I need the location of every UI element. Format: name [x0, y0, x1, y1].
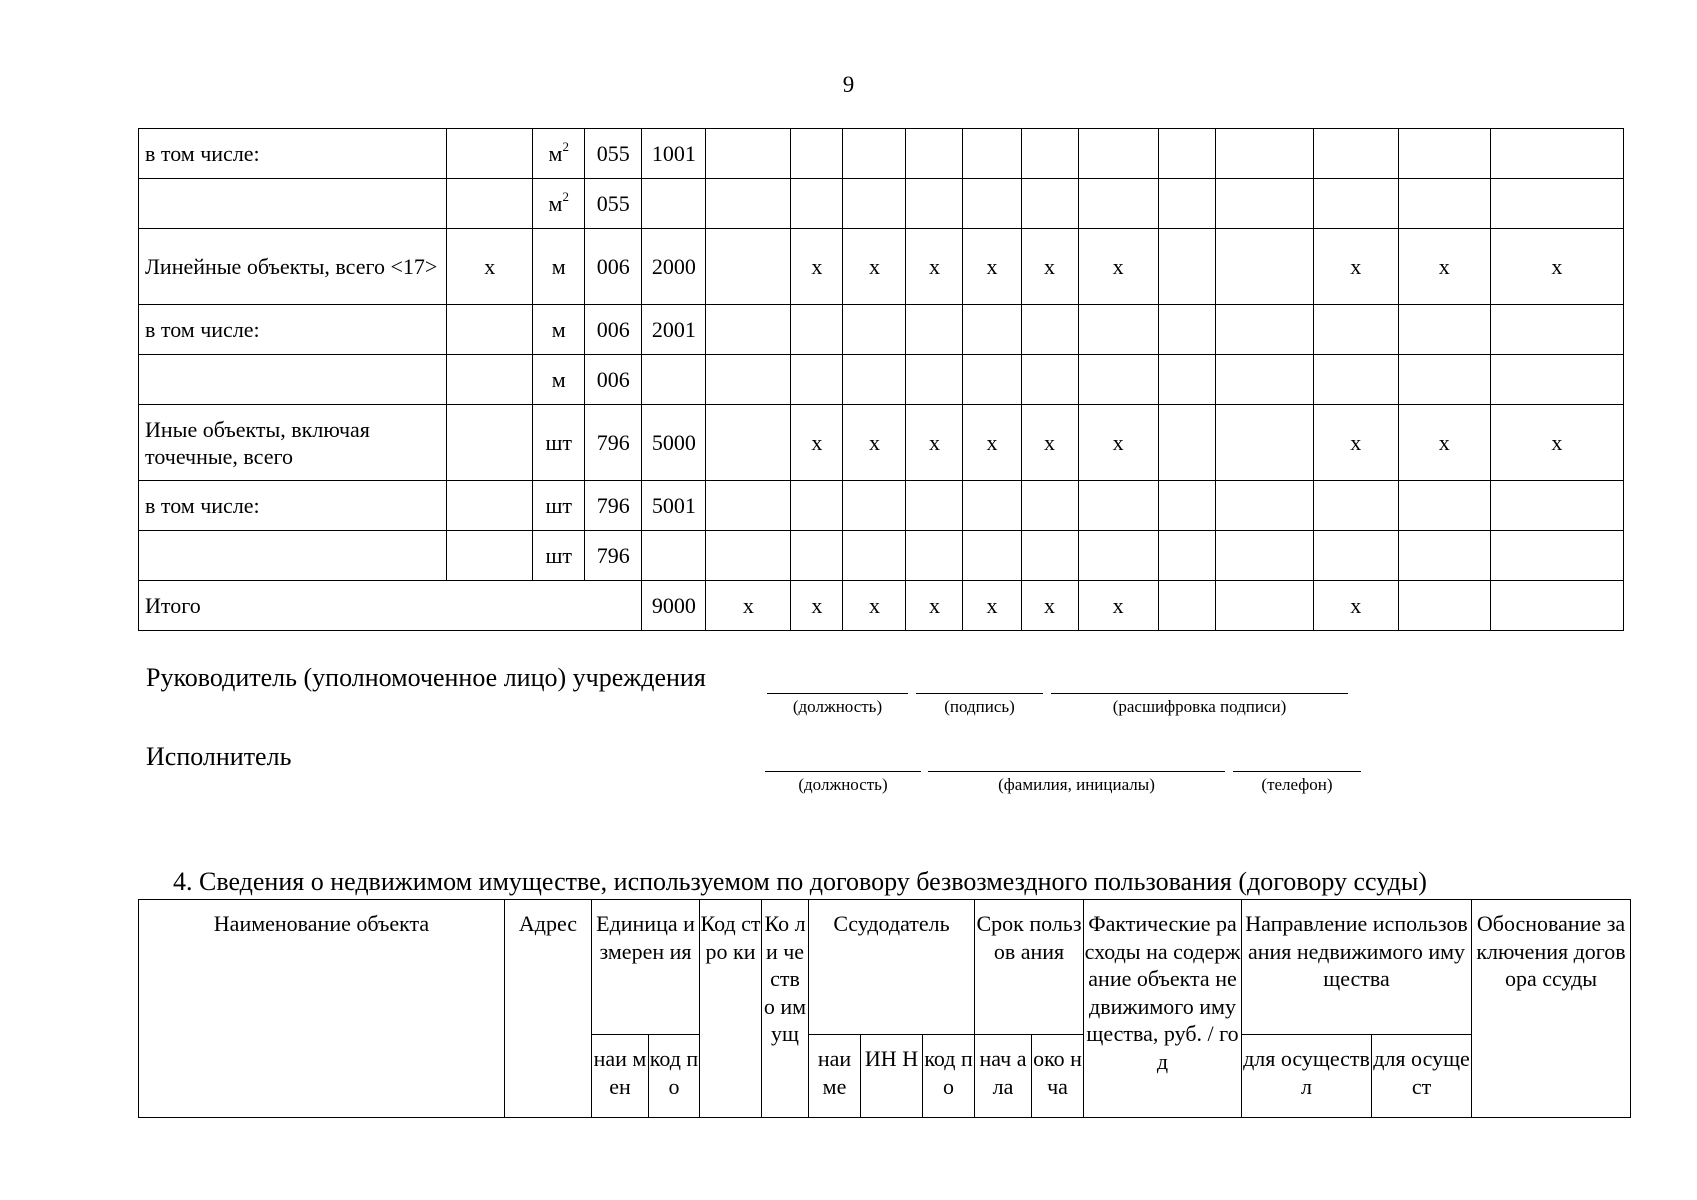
table-cell [706, 129, 791, 179]
header-direction-1: для осуществл [1242, 1035, 1372, 1118]
table-cell: х [1490, 229, 1623, 305]
row-code-cell: 2000 [642, 229, 706, 305]
table-cell: х [1021, 229, 1078, 305]
head-signature-label: Руководитель (уполномоченное лицо) учреждения [146, 663, 706, 692]
table-cell [1490, 481, 1623, 531]
table-cell: х [1313, 405, 1398, 481]
row-code-cell [642, 531, 706, 581]
table-cell [1021, 531, 1078, 581]
head-position-line[interactable] [767, 693, 908, 694]
unit-text: м [548, 141, 563, 166]
table-cell: х [1313, 581, 1398, 631]
table-cell [1215, 179, 1313, 229]
table-cell [1398, 531, 1490, 581]
total-label: Итого [139, 581, 642, 631]
table-cell: х [447, 229, 533, 305]
head-position-caption: (должность) [792, 697, 883, 716]
header-unit: Единица измерен ия [592, 900, 700, 1035]
unit-superscript: 2 [562, 138, 569, 154]
object-name-cell [139, 355, 447, 405]
table-cell [791, 305, 843, 355]
unit-text: м [551, 254, 566, 279]
table-cell [1215, 229, 1313, 305]
unit-text: м [551, 367, 566, 392]
table-cell [1398, 355, 1490, 405]
head-decryption-line[interactable] [1051, 693, 1348, 694]
executor-phone-caption: (телефон) [1261, 775, 1333, 794]
okei-code-cell: 006 [585, 305, 642, 355]
table-row [139, 129, 1624, 179]
table-cell: х [1021, 405, 1078, 481]
table-row [139, 355, 1624, 405]
unit-cell [533, 481, 585, 531]
property-table [138, 128, 1624, 631]
unit-text: шт [545, 543, 573, 568]
total-code-cell: 9000 [642, 581, 706, 631]
header-term-end: око нча [1032, 1035, 1084, 1118]
object-name-cell [139, 531, 447, 581]
table-cell [1078, 481, 1158, 531]
header-expenses: Фактические расходы на содержание объекта недвижимого имущества, руб. / год [1084, 900, 1242, 1118]
object-name-cell: Иные объекты, включая точечные, всего [139, 405, 447, 481]
table-cell [906, 305, 963, 355]
executor-position-line[interactable] [765, 771, 921, 772]
table-cell [1490, 129, 1623, 179]
table-cell [1078, 179, 1158, 229]
head-signature-caption: (подпись) [944, 697, 1015, 716]
table-cell: х [1398, 229, 1490, 305]
table-cell: х [906, 581, 963, 631]
table-cell [1078, 305, 1158, 355]
table-cell [1215, 581, 1313, 631]
table-cell [843, 531, 906, 581]
okei-code-cell: 796 [585, 531, 642, 581]
unit-cell [533, 405, 585, 481]
table-cell [1158, 179, 1215, 229]
table-cell [447, 481, 533, 531]
unit-text: м [551, 317, 566, 342]
table-cell [1215, 405, 1313, 481]
object-name-cell: в том числе: [139, 129, 447, 179]
table-cell [1398, 481, 1490, 531]
table-cell [791, 531, 843, 581]
table-cell [1398, 179, 1490, 229]
row-code-cell: 5001 [642, 481, 706, 531]
table-cell [1490, 355, 1623, 405]
table-cell [1490, 305, 1623, 355]
table-cell [1215, 531, 1313, 581]
table-cell: х [906, 405, 963, 481]
table-cell [447, 179, 533, 229]
page-number: 9 [842, 72, 855, 97]
row-code-cell: 2001 [642, 305, 706, 355]
table-cell [447, 305, 533, 355]
table-cell [1078, 129, 1158, 179]
table-cell [1313, 129, 1398, 179]
table-cell [1215, 129, 1313, 179]
table-cell [706, 355, 791, 405]
okei-code-cell: 796 [585, 405, 642, 481]
unit-cell [533, 355, 585, 405]
table-cell: х [963, 405, 1021, 481]
table-cell: х [706, 581, 791, 631]
table-cell [1158, 355, 1215, 405]
unit-text: м [548, 191, 563, 216]
header-lender-name: наи ме [809, 1035, 861, 1118]
table-cell [906, 531, 963, 581]
table-cell [1158, 405, 1215, 481]
table-cell [1398, 129, 1490, 179]
table-cell [1398, 305, 1490, 355]
executor-name-caption: (фамилия, инициалы) [998, 775, 1155, 794]
table-cell [791, 179, 843, 229]
table-row [139, 305, 1624, 355]
table-row [139, 229, 1624, 305]
table-cell [1490, 179, 1623, 229]
object-name-cell: в том числе: [139, 481, 447, 531]
table-cell [791, 355, 843, 405]
table-cell: х [1078, 581, 1158, 631]
table-cell [963, 481, 1021, 531]
table-cell [447, 355, 533, 405]
table-cell: х [1313, 229, 1398, 305]
table-cell [1021, 305, 1078, 355]
unit-cell [533, 229, 585, 305]
table-cell [963, 355, 1021, 405]
header-direction-2: для осущест [1372, 1035, 1472, 1118]
table-cell: х [843, 405, 906, 481]
table-cell [791, 129, 843, 179]
table-cell: х [791, 229, 843, 305]
table-cell [963, 305, 1021, 355]
table-cell [706, 179, 791, 229]
table-cell [843, 355, 906, 405]
table-cell [1158, 481, 1215, 531]
table-cell [1021, 355, 1078, 405]
header-direction: Направление использования недвижимого имущества [1242, 900, 1472, 1035]
row-code-cell: 1001 [642, 129, 706, 179]
table-cell [843, 179, 906, 229]
executor-label: Исполнитель [146, 742, 292, 771]
row-code-cell [642, 355, 706, 405]
header-object-name: Наименование объекта [139, 900, 505, 1118]
table-cell [447, 531, 533, 581]
table-cell [906, 179, 963, 229]
table-cell [1313, 179, 1398, 229]
table-cell: х [791, 405, 843, 481]
header-unit-name: наи мен [592, 1035, 649, 1118]
table-cell [1021, 179, 1078, 229]
table-cell: х [1398, 405, 1490, 481]
table-cell [1398, 581, 1490, 631]
header-lender-code: код по [923, 1035, 975, 1118]
table-cell [963, 129, 1021, 179]
table-cell [1313, 305, 1398, 355]
okei-code-cell: 055 [585, 179, 642, 229]
header-basis: Обоснование заключения договора ссуды [1472, 900, 1631, 1118]
table-cell: х [1078, 405, 1158, 481]
okei-code-cell: 006 [585, 355, 642, 405]
header-unit-code: код по [649, 1035, 700, 1118]
table-cell: х [1490, 405, 1623, 481]
table-cell: х [791, 581, 843, 631]
table-cell: х [1078, 229, 1158, 305]
unit-text: шт [545, 430, 573, 455]
header-lender-inn: ИН Н [861, 1035, 923, 1118]
table-cell [1158, 229, 1215, 305]
table-cell [447, 405, 533, 481]
executor-phone-line[interactable] [1233, 771, 1361, 772]
table-cell [706, 481, 791, 531]
head-signature-line[interactable] [916, 693, 1043, 694]
row-code-cell [642, 179, 706, 229]
total-row [139, 581, 1624, 631]
unit-superscript: 2 [562, 188, 569, 204]
table-cell [1490, 581, 1623, 631]
header-row-code: Код стро ки [700, 900, 762, 1118]
table-cell [906, 355, 963, 405]
table-cell: х [963, 581, 1021, 631]
table-cell [1158, 531, 1215, 581]
section-4-title: 4. Сведения о недвижимом имуществе, используемом по договору безвозмездного пользования (договору ссуды) [173, 867, 1427, 896]
object-name-cell: в том числе: [139, 305, 447, 355]
header-term-start: нач ала [975, 1035, 1032, 1118]
header-address: Адрес [505, 900, 592, 1118]
table-cell [1313, 531, 1398, 581]
executor-position-caption: (должность) [798, 775, 888, 794]
table-cell [843, 305, 906, 355]
header-lender: Ссудодатель [809, 900, 975, 1035]
table-cell [791, 481, 843, 531]
table-row [139, 179, 1624, 229]
okei-code-cell: 055 [585, 129, 642, 179]
header-quantity: Ко ли че ств о им ущ [762, 900, 809, 1118]
executor-name-line[interactable] [928, 771, 1225, 772]
table-cell: х [1021, 581, 1078, 631]
unit-cell [533, 129, 585, 179]
table-row [139, 531, 1624, 581]
table-cell: х [963, 229, 1021, 305]
head-decryption-caption: (расшифровка подписи) [1112, 697, 1287, 716]
table-cell [1490, 531, 1623, 581]
unit-text: шт [545, 493, 573, 518]
table-row [139, 481, 1624, 531]
unit-cell [533, 531, 585, 581]
table-row [139, 405, 1624, 481]
table-cell [447, 129, 533, 179]
table-cell [1158, 305, 1215, 355]
table-cell [706, 405, 791, 481]
table-cell [843, 129, 906, 179]
table-cell [1078, 531, 1158, 581]
table-cell [1158, 129, 1215, 179]
table-cell [906, 481, 963, 531]
header-term: Срок пользов ания [975, 900, 1084, 1035]
table-cell [1313, 355, 1398, 405]
table-cell [843, 481, 906, 531]
table-cell [1215, 355, 1313, 405]
unit-cell [533, 305, 585, 355]
okei-code-cell: 006 [585, 229, 642, 305]
unit-cell [533, 179, 585, 229]
table-cell: х [843, 229, 906, 305]
table-cell: х [906, 229, 963, 305]
table-cell [906, 129, 963, 179]
row-code-cell: 5000 [642, 405, 706, 481]
table-cell: х [843, 581, 906, 631]
table-cell [706, 531, 791, 581]
object-name-cell [139, 179, 447, 229]
loan-property-table [138, 899, 1631, 1118]
table-cell [706, 229, 791, 305]
table-cell [1021, 129, 1078, 179]
table-cell [706, 305, 791, 355]
table-cell [963, 531, 1021, 581]
table-cell [1158, 581, 1215, 631]
table-cell [1313, 481, 1398, 531]
table-cell [1215, 305, 1313, 355]
table-cell [1078, 355, 1158, 405]
object-name-cell: Линейные объекты, всего <17> [139, 229, 447, 305]
table-cell [963, 179, 1021, 229]
table-cell [1021, 481, 1078, 531]
okei-code-cell: 796 [585, 481, 642, 531]
table-cell [1215, 481, 1313, 531]
